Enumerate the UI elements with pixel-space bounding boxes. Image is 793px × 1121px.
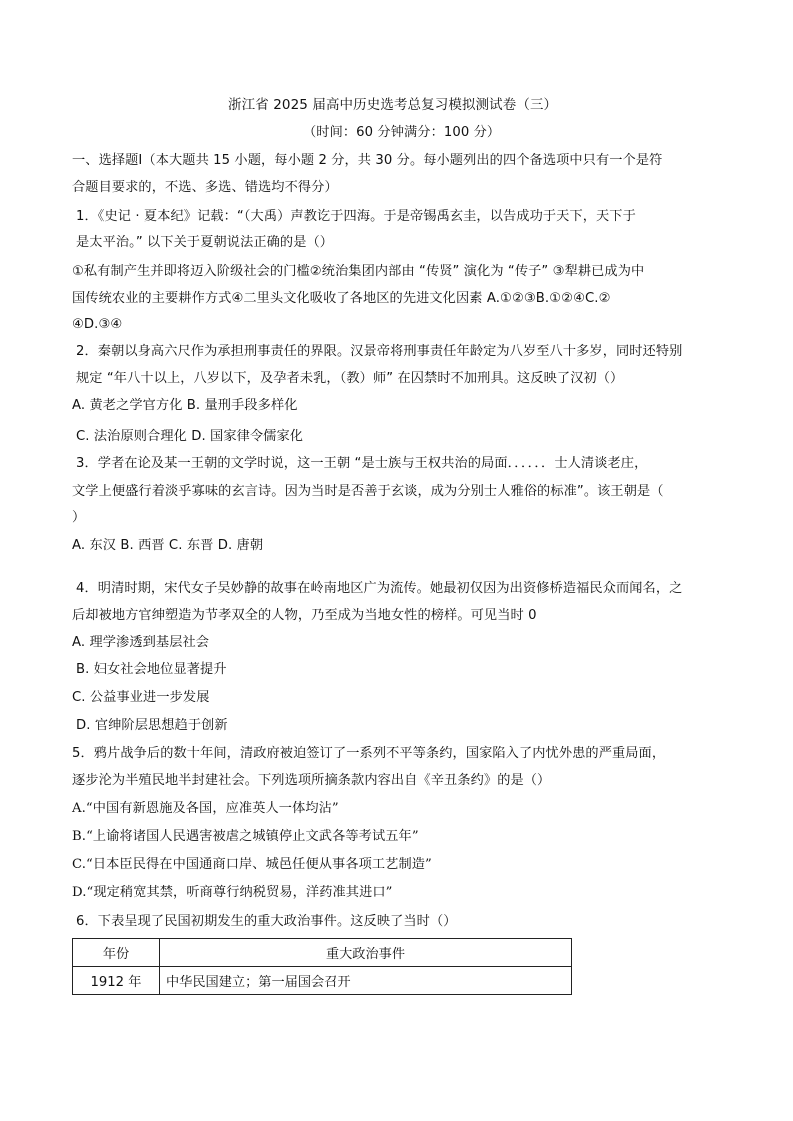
exam-title: 浙江省 2025 届高中历史选考总复习模拟测试卷（三） <box>228 97 558 113</box>
q1-line-3: ①私有制产生并即将迈入阶级社会的门槛②统治集团内部由 “传贤” 演化为 “传子” ③犁耕已成为中 <box>72 264 645 279</box>
q4-option-c: C. 公益事业进一步发展 <box>72 690 210 705</box>
q4-line-2: 后却被地方官绅塑造为节孝双全的人物，乃至成为当地女性的榜样。可见当时 0 <box>72 608 537 623</box>
table-cell-year: 1912 年 <box>73 967 160 995</box>
q4-option-d: D. 官绅阶层思想趋于创新 <box>76 718 228 733</box>
q6-line-1: 6．下表呈现了民国初期发生的重大政治事件。这反映了当时（） <box>76 914 457 929</box>
q4-line-1: 4．明清时期，宋代女子吴妙静的故事在岭南地区广为流传。她最初仅因为出资修桥造福民众而闻名，之 <box>76 581 683 596</box>
events-table <box>72 938 572 995</box>
q5-option-c: C.“日本臣民得在中国通商口岸、城邑任便从事各项工艺制造” <box>72 857 432 872</box>
q5-line-2: 逐步沦为半殖民地半封建社会。下列选项所摘条款内容出自《辛丑条约》的是（） <box>72 773 551 788</box>
q4-option-a: A. 理学渗透到基层社会 <box>72 635 210 650</box>
q5-line-1: 5．鸦片战争后的数十年间，清政府被迫签订了一系列不平等条约，国家陷入了内忧外患的严重局面， <box>72 746 666 761</box>
q5-option-d: D.“现定稍宽其禁，听商尊行纳税贸易，洋药准其进口” <box>72 885 393 900</box>
q1-line-5: ④D.③④ <box>72 317 123 332</box>
q5-option-a: A.“中国有新恩施及各国，应准英人一体均沾” <box>72 801 339 816</box>
q3-line-3: ） <box>72 510 86 525</box>
q2-options-cd: C. 法治原则合理化 D. 国家律令儒家化 <box>76 429 304 444</box>
exam-subtitle: （时间：60 分钟满分：100 分） <box>303 125 501 140</box>
q2-line-2: 规定 “年八十以上，八岁以下，及孕者未乳，（教）师” 在囚禁时不加刑具。这反映了汉初（） <box>76 371 624 386</box>
section-instruction-line-2: 合题目要求的，不选、多选、错选均不得分） <box>72 180 338 195</box>
table-row <box>73 967 572 995</box>
q1-line-4: 国传统农业的主要耕作方式④二里头文化吸收了各地区的先进文化因素 A.①②③B.①②④C.② <box>72 291 611 306</box>
table-header-year: 年份 <box>73 939 160 967</box>
q3-line-1: 3．学者在论及某一王朝的文学时说，这一王朝 “是士族与王权共治的局面．．．．．．士人清谈老庄， <box>76 456 648 471</box>
q3-line-2: 文学上便盛行着淡乎寡味的玄言诗。因为当时是否善于玄谈，成为分别士人雅俗的标准”。该王朝是（ <box>72 484 664 499</box>
q5-option-b: B.“上谕将诸国人民遇害被虐之城镇停止文武各等考试五年” <box>72 829 419 844</box>
table-cell-event: 中华民国建立；第一届国会召开 <box>160 967 572 995</box>
q3-options: A. 东汉 B. 西晋 C. 东晋 D. 唐朝 <box>72 538 264 553</box>
section-instruction-line-1: 一、选择题Ⅰ（本大题共 15 小题，每小题 2 分，共 30 分。每小题列出的四个备选项中只有一个是符 <box>72 153 663 168</box>
q2-options-ab: A. 黄老之学官方化 B. 量刑手段多样化 <box>72 398 298 413</box>
q1-line-2: 是太平治。” 以下关于夏朝说法正确的是（） <box>76 235 334 250</box>
q4-option-b: B. 妇女社会地位显著提升 <box>76 662 227 677</box>
q2-line-1: 2．秦朝以身高六尺作为承担刑事责任的界限。汉景帝将刑事责任年龄定为八岁至八十多岁，同时还特别 <box>76 344 683 359</box>
table-header-event: 重大政治事件 <box>160 939 572 967</box>
table-header-row <box>73 939 572 967</box>
q1-line-1: 1．《史记 · 夏本纪》记载：“（大禹）声教讫于四海。于是帝锡禹玄圭，以告成功于天下，天下于 <box>76 209 636 224</box>
